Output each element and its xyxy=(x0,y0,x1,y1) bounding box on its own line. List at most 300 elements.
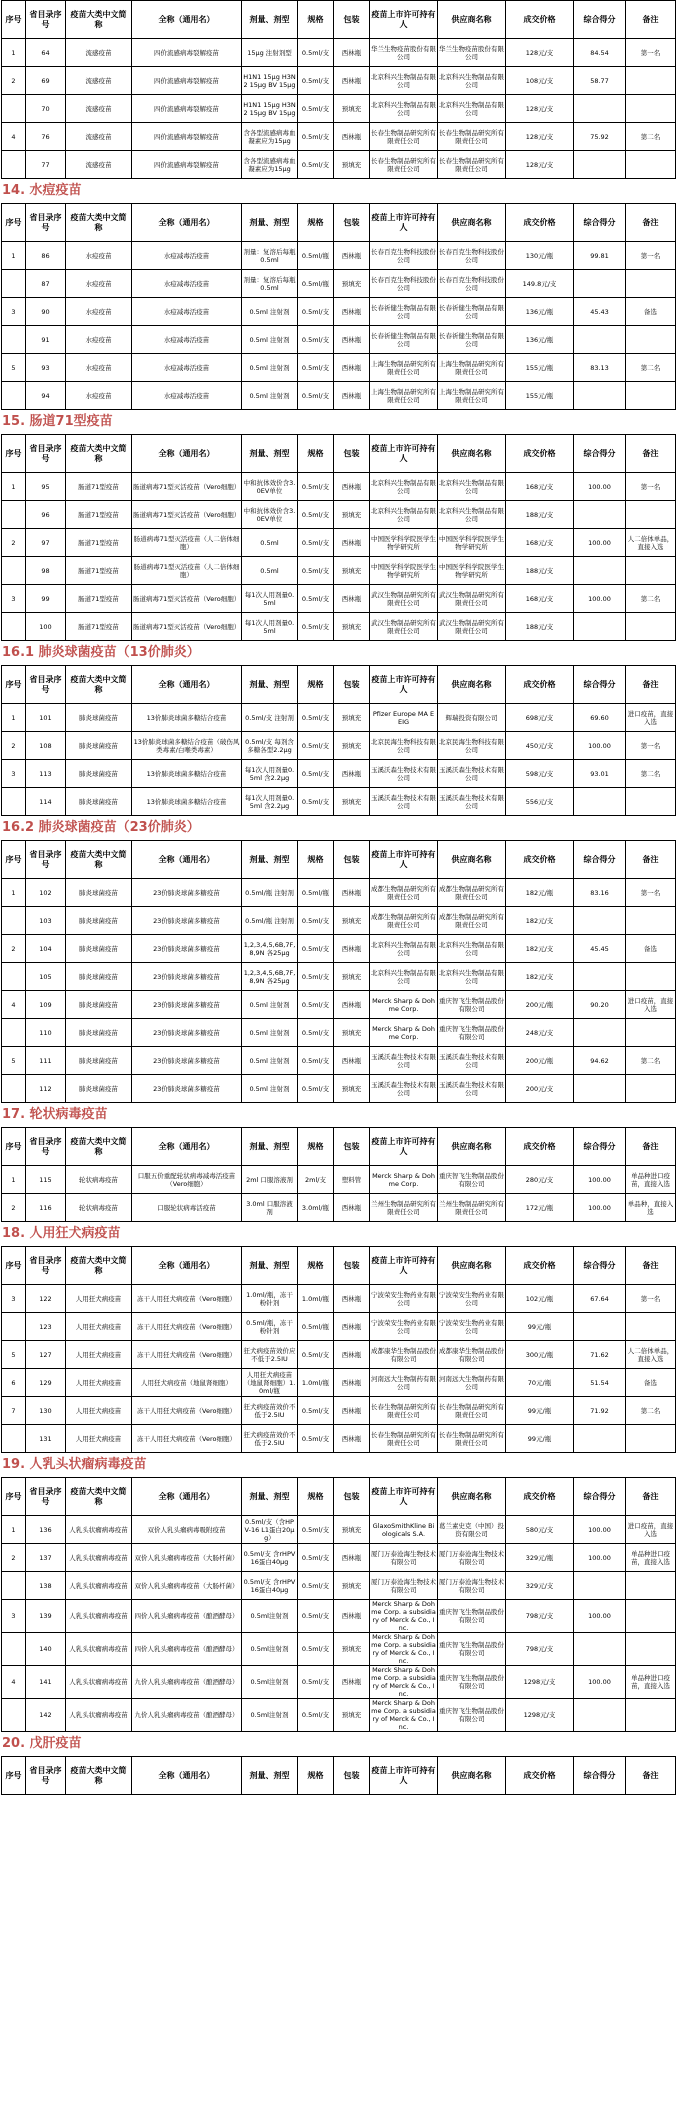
seq-cell xyxy=(2,1633,26,1666)
header-catalog-no: 省目录序号 xyxy=(26,1,66,39)
supplier-cell: 玉溪沃森生物技术有限公司 xyxy=(438,788,506,816)
holder-cell: 上海生物制品研究所有限责任公司 xyxy=(370,382,438,410)
catalog-no-cell: 123 xyxy=(26,1313,66,1341)
fullname-cell: 肠道病毒71型灭活疫苗（Vero细胞） xyxy=(132,585,242,613)
catalog-no-cell: 115 xyxy=(26,1166,66,1194)
header-score: 综合得分 xyxy=(574,435,626,473)
table-row xyxy=(2,95,676,123)
category-cell: 人乳头状瘤病毒疫苗 xyxy=(66,1633,132,1666)
header-category: 疫苗大类中文简称 xyxy=(66,666,132,704)
package-cell: 西林瓶 xyxy=(334,1397,370,1425)
section-title: 16.1 肺炎球菌疫苗（13价肺炎） xyxy=(2,645,200,660)
package-cell: 预填充 xyxy=(334,704,370,732)
package-cell: 预填充 xyxy=(334,95,370,123)
header-note: 备注 xyxy=(626,1,676,39)
package-cell: 西林瓶 xyxy=(334,1425,370,1453)
category-cell: 流感疫苗 xyxy=(66,151,132,179)
header-spec: 规格 xyxy=(298,1247,334,1285)
category-cell: 肺炎球菌疫苗 xyxy=(66,1047,132,1075)
holder-cell: Merck Sharp & Dohme Corp. a subsidiary of Merck & Co., Inc. xyxy=(371,1600,436,1632)
score-cell xyxy=(574,382,626,410)
header-category: 疫苗大类中文简称 xyxy=(66,204,132,242)
catalog-no-cell: 141 xyxy=(26,1666,66,1699)
price-cell: 155元/瓶 xyxy=(506,382,574,410)
catalog-no-cell: 77 xyxy=(26,151,66,179)
header-note: 备注 xyxy=(626,1247,676,1285)
note-cell xyxy=(626,67,676,95)
price-cell: 556元/支 xyxy=(506,788,574,816)
score-cell xyxy=(574,1572,626,1600)
table-row xyxy=(2,242,676,270)
fullname-cell: 冻干人用狂犬病疫苗（Vero细胞） xyxy=(132,1285,242,1313)
table-row xyxy=(2,585,676,613)
section-title: 16.2 肺炎球菌疫苗（23价肺炎） xyxy=(2,820,200,835)
fullname-cell: 水痘减毒活疫苗 xyxy=(132,242,242,270)
price-cell: 128元/支 xyxy=(506,151,574,179)
category-cell: 人用狂犬病疫苗 xyxy=(66,1313,132,1341)
table-header-row xyxy=(2,1478,676,1516)
score-cell xyxy=(574,1075,626,1103)
holder-cell: 玉溪沃森生物技术有限公司 xyxy=(370,760,438,788)
header-category: 疫苗大类中文简称 xyxy=(66,435,132,473)
supplier-cell: 厦门万泰沧海生物技术有限公司 xyxy=(438,1544,506,1572)
fullname-cell: 四价流感病毒裂解疫苗 xyxy=(132,151,242,179)
score-cell: 100.00 xyxy=(574,1600,626,1633)
header-spec: 规格 xyxy=(298,1128,334,1166)
header-supplier: 供应商名称 xyxy=(438,435,506,473)
header-spec: 规格 xyxy=(298,1757,334,1795)
header-seq: 序号 xyxy=(2,1247,26,1285)
header-score: 综合得分 xyxy=(574,1,626,39)
supplier-cell: 成都生物制品研究所有限责任公司 xyxy=(438,907,506,935)
catalog-no-cell: 142 xyxy=(26,1699,66,1732)
score-cell: 100.00 xyxy=(574,1516,626,1544)
fullname-cell: 四价流感病毒裂解疫苗 xyxy=(132,39,242,67)
price-cell: 1298元/支 xyxy=(506,1699,574,1732)
fullname-cell: 水痘减毒活疫苗 xyxy=(132,382,242,410)
supplier-cell: 北京科兴生物制品有限公司 xyxy=(438,963,506,991)
table-header-row xyxy=(2,435,676,473)
spec-cell: 0.5ml/支 xyxy=(298,557,334,585)
seq-cell xyxy=(2,501,26,529)
header-package: 包装 xyxy=(334,1128,370,1166)
dose-cell: 0.5ml/瓶 注射剂 xyxy=(242,907,298,935)
header-catalog-no: 省目录序号 xyxy=(26,841,66,879)
supplier-cell: 武汉生物制品研究所有限责任公司 xyxy=(438,585,506,613)
holder-cell: 华兰生物疫苗股份有限公司 xyxy=(370,39,438,67)
catalog-no-cell: 111 xyxy=(26,1047,66,1075)
seq-cell: 2 xyxy=(2,935,26,963)
package-cell: 西林瓶 xyxy=(334,1285,370,1313)
category-cell: 肠道71型疫苗 xyxy=(66,473,132,501)
catalog-no-cell: 139 xyxy=(26,1600,66,1633)
package-cell: 预填充 xyxy=(334,732,370,760)
price-cell: 450元/支 xyxy=(506,732,574,760)
header-holder: 疫苗上市许可持有人 xyxy=(370,666,438,704)
score-cell: 100.00 xyxy=(574,529,626,557)
header-dose: 剂量、剂型 xyxy=(242,435,298,473)
table-row xyxy=(2,1075,676,1103)
table-row xyxy=(2,1633,676,1666)
header-category: 疫苗大类中文简称 xyxy=(66,1247,132,1285)
supplier-cell: 玉溪沃森生物技术有限公司 xyxy=(438,760,506,788)
dose-cell: 狂犬病疫苗效价不低于2.5IU xyxy=(242,1425,298,1453)
section-title: 17. 轮状病毒疫苗 xyxy=(2,1107,108,1122)
supplier-cell: 长春祈健生物制品有限公司 xyxy=(438,326,506,354)
package-cell: 西林瓶 xyxy=(334,1341,370,1369)
table-row xyxy=(2,1019,676,1047)
seq-cell xyxy=(2,326,26,354)
note-cell xyxy=(626,613,676,641)
price-cell: 128元/支 xyxy=(506,39,574,67)
dose-cell: 0.5ml xyxy=(242,529,298,557)
holder-cell: 上海生物制品研究所有限责任公司 xyxy=(370,354,438,382)
price-cell: 1298元/支 xyxy=(506,1666,574,1699)
header-package: 包装 xyxy=(334,435,370,473)
fullname-cell: 四价人乳头瘤病毒疫苗（酿酒酵母） xyxy=(132,1600,242,1633)
category-cell: 肺炎球菌疫苗 xyxy=(66,788,132,816)
spec-cell: 0.5ml/支 xyxy=(298,1075,334,1103)
price-cell: 99元/瓶 xyxy=(506,1397,574,1425)
price-cell: 182元/支 xyxy=(506,907,574,935)
section-title: 18. 人用狂犬病疫苗 xyxy=(2,1226,121,1241)
holder-cell: Pfizer Europe MA EEIG xyxy=(370,704,438,732)
header-package: 包装 xyxy=(334,1,370,39)
supplier-cell: 成都生物制品研究所有限责任公司 xyxy=(438,879,506,907)
spec-cell: 0.5ml/支 xyxy=(298,1572,334,1600)
note-cell: 进口疫苗，直接入选 xyxy=(626,991,676,1019)
catalog-no-cell: 127 xyxy=(26,1341,66,1369)
price-cell: 698元/支 xyxy=(506,704,574,732)
seq-cell: 5 xyxy=(2,1047,26,1075)
header-spec: 规格 xyxy=(298,1478,334,1516)
category-cell: 人乳头状瘤病毒疫苗 xyxy=(66,1666,132,1699)
holder-cell: 长春祈健生物制品有限公司 xyxy=(370,298,438,326)
dose-cell: 15μg 注射剂型 xyxy=(242,39,298,67)
note-cell: 第二名 xyxy=(626,1397,676,1425)
score-cell: 84.54 xyxy=(574,39,626,67)
fullname-cell: 13价肺炎球菌多糖结合疫苗（破伤风类毒素/白喉类毒素） xyxy=(132,732,242,760)
header-catalog-no: 省目录序号 xyxy=(26,1757,66,1795)
score-cell xyxy=(574,95,626,123)
holder-cell: 武汉生物制品研究所有限责任公司 xyxy=(370,585,438,613)
supplier-cell: 葛兰素史克（中国）投资有限公司 xyxy=(438,1516,506,1544)
table-row xyxy=(2,298,676,326)
supplier-cell: 宁波荣安生物药业有限公司 xyxy=(438,1313,506,1341)
spec-cell: 0.5ml/支 xyxy=(298,326,334,354)
dose-cell: 0.5ml 注射剂 xyxy=(242,1019,298,1047)
package-cell: 西林瓶 xyxy=(334,298,370,326)
seq-cell xyxy=(2,788,26,816)
package-cell: 预填充 xyxy=(334,557,370,585)
fullname-cell: 23价肺炎球菌多糖疫苗 xyxy=(132,1075,242,1103)
dose-cell: 1,2,3,4,5,6B,7F,8,9N 各25μg xyxy=(242,935,298,963)
header-price: 成交价格 xyxy=(506,204,574,242)
header-category: 疫苗大类中文简称 xyxy=(66,841,132,879)
section-title: 14. 水痘疫苗 xyxy=(2,183,82,198)
score-cell: 71.92 xyxy=(574,1397,626,1425)
header-note: 备注 xyxy=(626,666,676,704)
table-row xyxy=(2,1047,676,1075)
dose-cell: 0.5ml/支 注射剂 xyxy=(242,704,298,732)
package-cell: 预填充 xyxy=(334,151,370,179)
spec-cell: 0.5ml/支 xyxy=(298,760,334,788)
holder-cell: 北京科兴生物制品有限公司 xyxy=(370,963,438,991)
category-cell: 轮状病毒疫苗 xyxy=(66,1166,132,1194)
score-cell: 83.16 xyxy=(574,879,626,907)
category-cell: 肺炎球菌疫苗 xyxy=(66,991,132,1019)
seq-cell: 3 xyxy=(2,1285,26,1313)
dose-cell: 0.5ml xyxy=(242,557,298,585)
package-cell: 西林瓶 xyxy=(334,529,370,557)
header-supplier: 供应商名称 xyxy=(438,841,506,879)
fullname-cell: 13价肺炎球菌多糖结合疫苗 xyxy=(132,788,242,816)
header-supplier: 供应商名称 xyxy=(438,1478,506,1516)
catalog-no-cell: 140 xyxy=(26,1633,66,1666)
price-cell: 798元/支 xyxy=(506,1633,574,1666)
category-cell: 肠道71型疫苗 xyxy=(66,613,132,641)
catalog-no-cell: 122 xyxy=(26,1285,66,1313)
dose-cell: 剂量：复溶后每瓶0.5ml xyxy=(242,242,298,270)
holder-cell: Merck Sharp & Dohme Corp. a subsidiary of Merck & Co., Inc. xyxy=(371,1699,436,1731)
seq-cell xyxy=(2,270,26,298)
header-price: 成交价格 xyxy=(506,435,574,473)
header-package: 包装 xyxy=(334,1247,370,1285)
score-cell: 100.00 xyxy=(574,1666,626,1699)
category-cell: 流感疫苗 xyxy=(66,123,132,151)
table-header-row xyxy=(2,841,676,879)
package-cell: 西林瓶 xyxy=(334,935,370,963)
seq-cell: 1 xyxy=(2,1166,26,1194)
catalog-no-cell: 95 xyxy=(26,473,66,501)
table-row xyxy=(2,732,676,760)
dose-cell: 0.5ml/瓶 注射剂 xyxy=(242,879,298,907)
dose-cell: 每1次人用剂量0.5ml xyxy=(242,585,298,613)
score-cell: 71.62 xyxy=(574,1341,626,1369)
holder-cell: 长春百克生物科技股份公司 xyxy=(370,270,438,298)
catalog-no-cell: 138 xyxy=(26,1572,66,1600)
supplier-cell: 长春祈健生物制品有限公司 xyxy=(438,298,506,326)
category-cell: 肠道71型疫苗 xyxy=(66,501,132,529)
dose-cell: 0.5ml 注射剂 xyxy=(242,298,298,326)
dose-cell: H1N1 15μg H3N2 15μg BV 15μg xyxy=(242,67,298,95)
header-package: 包装 xyxy=(334,1478,370,1516)
vaccine-table xyxy=(1,665,676,816)
score-cell xyxy=(574,501,626,529)
supplier-cell: 辉瑞投资有限公司 xyxy=(438,704,506,732)
spec-cell: 0.5ml/支 xyxy=(298,1047,334,1075)
fullname-cell: 13价肺炎球菌多糖结合疫苗 xyxy=(132,760,242,788)
category-cell: 人乳头状瘤病毒疫苗 xyxy=(66,1600,132,1633)
seq-cell xyxy=(2,613,26,641)
spec-cell: 0.5ml/瓶 xyxy=(298,242,334,270)
table-row xyxy=(2,557,676,585)
note-cell: 第二名 xyxy=(626,585,676,613)
catalog-no-cell: 112 xyxy=(26,1075,66,1103)
header-price: 成交价格 xyxy=(506,1478,574,1516)
score-cell xyxy=(574,1313,626,1341)
holder-cell: 长春生物制品研究所有限责任公司 xyxy=(370,1425,438,1453)
fullname-cell: 九价人乳头瘤病毒疫苗（酿酒酵母） xyxy=(132,1699,242,1732)
price-cell: 99元/瓶 xyxy=(506,1313,574,1341)
price-cell: 149.8元/支 xyxy=(506,270,574,298)
dose-cell: 每1次人用剂量0.5ml 含2.2μg xyxy=(242,788,298,816)
category-cell: 肠道71型疫苗 xyxy=(66,557,132,585)
dose-cell: 0.5ml/支（含HPV-16 L1蛋白20μg） xyxy=(242,1516,298,1544)
holder-cell: 北京科兴生物制品有限公司 xyxy=(370,95,438,123)
supplier-cell: 北京科兴生物制品有限公司 xyxy=(438,95,506,123)
seq-cell xyxy=(2,1313,26,1341)
price-cell: 580元/支 xyxy=(506,1516,574,1544)
section xyxy=(0,1453,676,1732)
package-cell: 西林瓶 xyxy=(334,382,370,410)
price-cell: 598元/支 xyxy=(506,760,574,788)
seq-cell xyxy=(2,1425,26,1453)
section xyxy=(0,1103,676,1222)
supplier-cell: 长春生物制品研究所有限责任公司 xyxy=(438,1425,506,1453)
price-cell: 182元/支 xyxy=(506,963,574,991)
header-holder: 疫苗上市许可持有人 xyxy=(370,435,438,473)
dose-cell: 0.5ml注射剂 xyxy=(242,1600,298,1633)
dose-cell: 含各型流感病毒血凝素应为15μg xyxy=(242,151,298,179)
supplier-cell: 重庆智飞生物制品股份有限公司 xyxy=(438,1600,506,1633)
catalog-no-cell: 97 xyxy=(26,529,66,557)
fullname-cell: 肠道病毒71型灭活疫苗（人二倍体细胞） xyxy=(132,557,242,585)
holder-cell: 武汉生物制品研究所有限责任公司 xyxy=(370,613,438,641)
note-cell xyxy=(626,1425,676,1453)
holder-cell: 宁波荣安生物药业有限公司 xyxy=(370,1313,438,1341)
supplier-cell: 玉溪沃森生物技术有限公司 xyxy=(438,1047,506,1075)
package-cell: 西林瓶 xyxy=(334,1369,370,1397)
seq-cell xyxy=(2,1572,26,1600)
package-cell: 西林瓶 xyxy=(334,1544,370,1572)
header-category: 疫苗大类中文简称 xyxy=(66,1128,132,1166)
header-spec: 规格 xyxy=(298,435,334,473)
package-cell: 西林瓶 xyxy=(334,1600,370,1633)
holder-cell: 成都生物制品研究所有限责任公司 xyxy=(370,879,438,907)
score-cell: 93.01 xyxy=(574,760,626,788)
header-holder: 疫苗上市许可持有人 xyxy=(370,204,438,242)
score-cell xyxy=(574,788,626,816)
price-cell: 280元/支 xyxy=(506,1166,574,1194)
package-cell: 预填充 xyxy=(334,1633,370,1666)
score-cell xyxy=(574,1699,626,1732)
spec-cell: 0.5ml/支 xyxy=(298,1666,334,1699)
score-cell xyxy=(574,1019,626,1047)
table-row xyxy=(2,788,676,816)
package-cell: 预填充 xyxy=(334,963,370,991)
spec-cell: 0.5ml/支 xyxy=(298,298,334,326)
note-cell: 第一名 xyxy=(626,242,676,270)
package-cell: 塑料管 xyxy=(334,1166,370,1194)
supplier-cell: 长春生物制品研究所有限责任公司 xyxy=(438,123,506,151)
score-cell: 100.00 xyxy=(574,1544,626,1572)
catalog-no-cell: 87 xyxy=(26,270,66,298)
spec-cell: 0.5ml/支 xyxy=(298,1600,334,1633)
spec-cell: 0.5ml/支 xyxy=(298,732,334,760)
fullname-cell: 肠道病毒71型灭活疫苗（Vero细胞） xyxy=(132,613,242,641)
holder-cell: 成都生物制品研究所有限责任公司 xyxy=(370,907,438,935)
note-cell xyxy=(626,326,676,354)
note-cell: 第二名 xyxy=(626,354,676,382)
catalog-no-cell: 102 xyxy=(26,879,66,907)
header-fullname: 全称（通用名） xyxy=(132,204,242,242)
note-cell: 第二名 xyxy=(626,1047,676,1075)
header-seq: 序号 xyxy=(2,841,26,879)
fullname-cell: 水痘减毒活疫苗 xyxy=(132,270,242,298)
category-cell: 肺炎球菌疫苗 xyxy=(66,963,132,991)
table-row xyxy=(2,382,676,410)
dose-cell: 0.5ml 注射剂 xyxy=(242,326,298,354)
price-cell: 182元/支 xyxy=(506,935,574,963)
score-cell: 100.00 xyxy=(574,1166,626,1194)
category-cell: 肺炎球菌疫苗 xyxy=(66,879,132,907)
section-title: 20. 戊肝疫苗 xyxy=(2,1736,82,1751)
category-cell: 人用狂犬病疫苗 xyxy=(66,1425,132,1453)
score-cell: 67.64 xyxy=(574,1285,626,1313)
category-cell: 人用狂犬病疫苗 xyxy=(66,1369,132,1397)
fullname-cell: 双价人乳头瘤病毒疫苗（大肠杆菌） xyxy=(132,1572,242,1600)
section-title: 19. 人乳头状瘤病毒疫苗 xyxy=(2,1457,147,1472)
header-spec: 规格 xyxy=(298,841,334,879)
note-cell: 第一名 xyxy=(626,39,676,67)
price-cell: 188元/支 xyxy=(506,501,574,529)
category-cell: 流感疫苗 xyxy=(66,95,132,123)
header-holder: 疫苗上市许可持有人 xyxy=(370,841,438,879)
seq-cell xyxy=(2,151,26,179)
holder-cell: 玉溪沃森生物技术有限公司 xyxy=(370,1047,438,1075)
table-row xyxy=(2,1544,676,1572)
note-cell xyxy=(626,270,676,298)
category-cell: 人用狂犬病疫苗 xyxy=(66,1397,132,1425)
holder-cell: 中国医学科学院医学生物学研究所 xyxy=(370,557,438,585)
score-cell: 90.20 xyxy=(574,991,626,1019)
header-price: 成交价格 xyxy=(506,1247,574,1285)
seq-cell: 2 xyxy=(2,1194,26,1222)
note-cell: 人二倍体单品，直接入选 xyxy=(626,529,676,557)
header-holder: 疫苗上市许可持有人 xyxy=(370,1247,438,1285)
seq-cell: 1 xyxy=(2,473,26,501)
catalog-no-cell: 109 xyxy=(26,991,66,1019)
header-dose: 剂量、剂型 xyxy=(242,1,298,39)
seq-cell: 1 xyxy=(2,879,26,907)
spec-cell: 0.5ml/支 xyxy=(298,95,334,123)
supplier-cell: 玉溪沃森生物技术有限公司 xyxy=(438,1075,506,1103)
spec-cell: 0.5ml/支 xyxy=(298,991,334,1019)
table-header-row xyxy=(2,1,676,39)
package-cell: 预填充 xyxy=(334,788,370,816)
price-cell: 168元/支 xyxy=(506,585,574,613)
score-cell xyxy=(574,270,626,298)
supplier-cell: 成都康华生物制品股份有限公司 xyxy=(438,1341,506,1369)
category-cell: 人乳头状瘤病毒疫苗 xyxy=(66,1544,132,1572)
score-cell: 75.92 xyxy=(574,123,626,151)
holder-cell: Merck Sharp & Dohme Corp. a subsidiary of Merck & Co., Inc. xyxy=(371,1633,436,1665)
note-cell: 备选 xyxy=(626,1369,676,1397)
spec-cell: 0.5ml/支 xyxy=(298,963,334,991)
spec-cell: 0.5ml/支 xyxy=(298,39,334,67)
dose-cell: 每1次人用剂量0.5ml 含2.2μg xyxy=(242,760,298,788)
dose-cell: 狂犬病疫苗效价不低于2.5IU xyxy=(242,1397,298,1425)
header-price: 成交价格 xyxy=(506,1757,574,1795)
seq-cell: 1 xyxy=(2,39,26,67)
price-cell: 248元/支 xyxy=(506,1019,574,1047)
package-cell: 预填充 xyxy=(334,907,370,935)
header-score: 综合得分 xyxy=(574,204,626,242)
table-header-row xyxy=(2,1247,676,1285)
fullname-cell: 四价流感病毒裂解疫苗 xyxy=(132,67,242,95)
table-row xyxy=(2,473,676,501)
